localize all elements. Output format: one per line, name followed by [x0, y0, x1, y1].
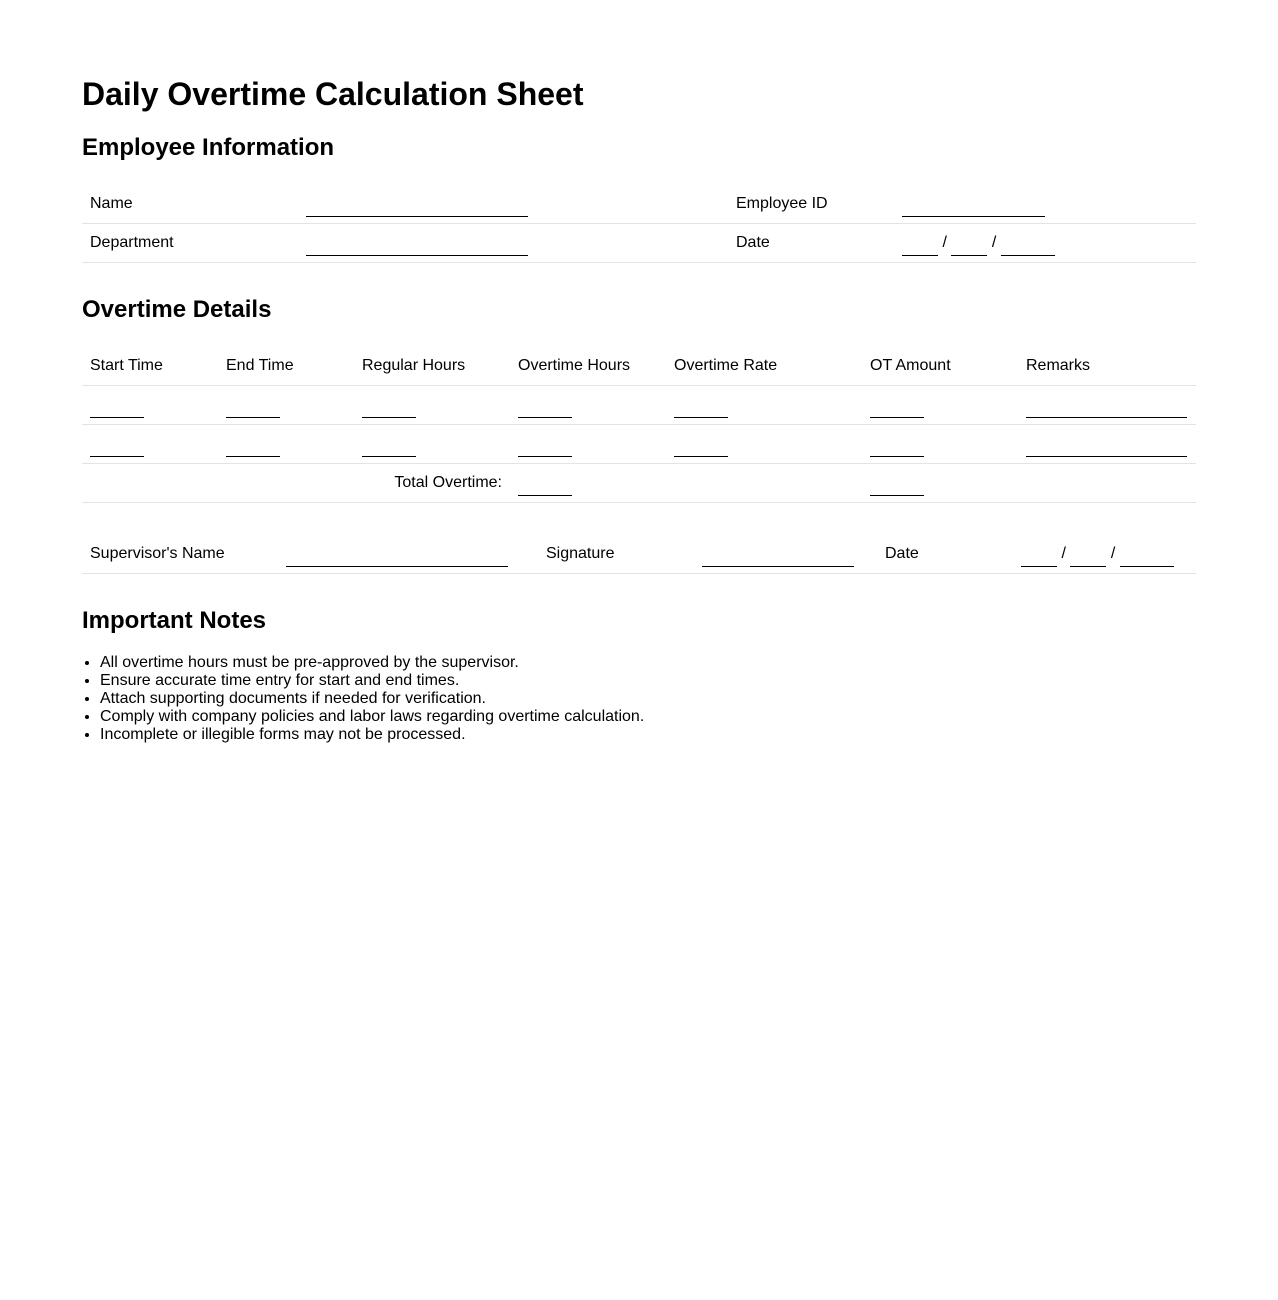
list-item: • Incomplete or illegible forms may not be processed. — [100, 726, 644, 744]
date-label: Date — [728, 224, 894, 263]
regular-hours-field[interactable] — [362, 401, 416, 418]
regular-hours-field[interactable] — [362, 440, 416, 457]
employee-id-label: Employee ID — [728, 185, 894, 224]
ot-amount-field[interactable] — [870, 440, 924, 457]
overtime-hours-field[interactable] — [518, 401, 572, 418]
column-header: Overtime Rate — [666, 347, 862, 386]
overtime-hours-field[interactable] — [518, 440, 572, 457]
column-header: OT Amount — [862, 347, 1018, 386]
supervisor-date-label: Date — [877, 535, 1013, 574]
department-field[interactable] — [306, 239, 528, 256]
ot-amount-field[interactable] — [870, 401, 924, 418]
supervisor-table — [82, 535, 1196, 574]
supervisor-row — [82, 535, 1196, 574]
date-slash: / — [942, 234, 947, 251]
table-row — [82, 425, 1196, 464]
page-title: Daily Overtime Calculation Sheet — [82, 76, 584, 112]
employee-info-table — [82, 185, 1196, 263]
date-slash: / — [1061, 545, 1066, 562]
column-header: End Time — [218, 347, 354, 386]
remarks-field[interactable] — [1026, 401, 1187, 418]
table-row — [82, 386, 1196, 425]
date-slash: / — [1110, 545, 1116, 562]
end-time-field[interactable] — [226, 440, 280, 457]
supervisor-name-label: Supervisor's Name — [82, 535, 278, 574]
list-item: • Comply with company policies and labor laws regarding overtime calculation. — [100, 708, 644, 726]
date-day-field[interactable] — [951, 239, 987, 256]
signature-field[interactable] — [702, 550, 854, 567]
overtime-rate-field[interactable] — [674, 401, 728, 418]
name-field[interactable] — [306, 200, 528, 217]
supervisor-date-month-field[interactable] — [1021, 550, 1057, 567]
date-year-field[interactable] — [1001, 239, 1055, 256]
list-item: • Ensure accurate time entry for start and end times. — [100, 672, 644, 690]
employee-row-name — [82, 185, 1196, 224]
list-item: • All overtime hours must be pre-approved by the supervisor. — [100, 654, 644, 672]
total-overtime-label: Total Overtime: — [82, 464, 510, 503]
start-time-field[interactable] — [90, 440, 144, 457]
signature-label: Signature — [538, 535, 694, 574]
notes-list — [82, 654, 644, 744]
employee-row-department — [82, 224, 1196, 263]
supervisor-date-year-field[interactable] — [1120, 550, 1174, 567]
date-month-field[interactable] — [902, 239, 938, 256]
supervisor-date-day-field[interactable] — [1070, 550, 1106, 567]
name-label: Name — [82, 185, 298, 224]
column-header: Remarks — [1018, 347, 1196, 386]
remarks-field[interactable] — [1026, 440, 1187, 457]
total-overtime-hours-field[interactable] — [518, 479, 572, 496]
column-header: Start Time — [82, 347, 218, 386]
employee-id-field[interactable] — [902, 200, 1045, 217]
start-time-field[interactable] — [90, 401, 144, 418]
department-label: Department — [82, 224, 298, 263]
overtime-header-row — [82, 347, 1196, 386]
total-row — [82, 464, 1196, 503]
supervisor-name-field[interactable] — [286, 550, 508, 567]
date-slash: / — [991, 234, 997, 251]
total-ot-amount-field[interactable] — [870, 479, 924, 496]
overtime-table — [82, 347, 1196, 503]
list-item: • Attach supporting documents if needed for verification. — [100, 690, 644, 708]
employee-info-heading: Employee Information — [82, 134, 335, 161]
column-header: Overtime Hours — [510, 347, 666, 386]
column-header: Regular Hours — [354, 347, 510, 386]
overtime-rate-field[interactable] — [674, 440, 728, 457]
end-time-field[interactable] — [226, 401, 280, 418]
important-notes-heading: Important Notes — [82, 607, 267, 634]
overtime-details-heading: Overtime Details — [82, 296, 272, 323]
